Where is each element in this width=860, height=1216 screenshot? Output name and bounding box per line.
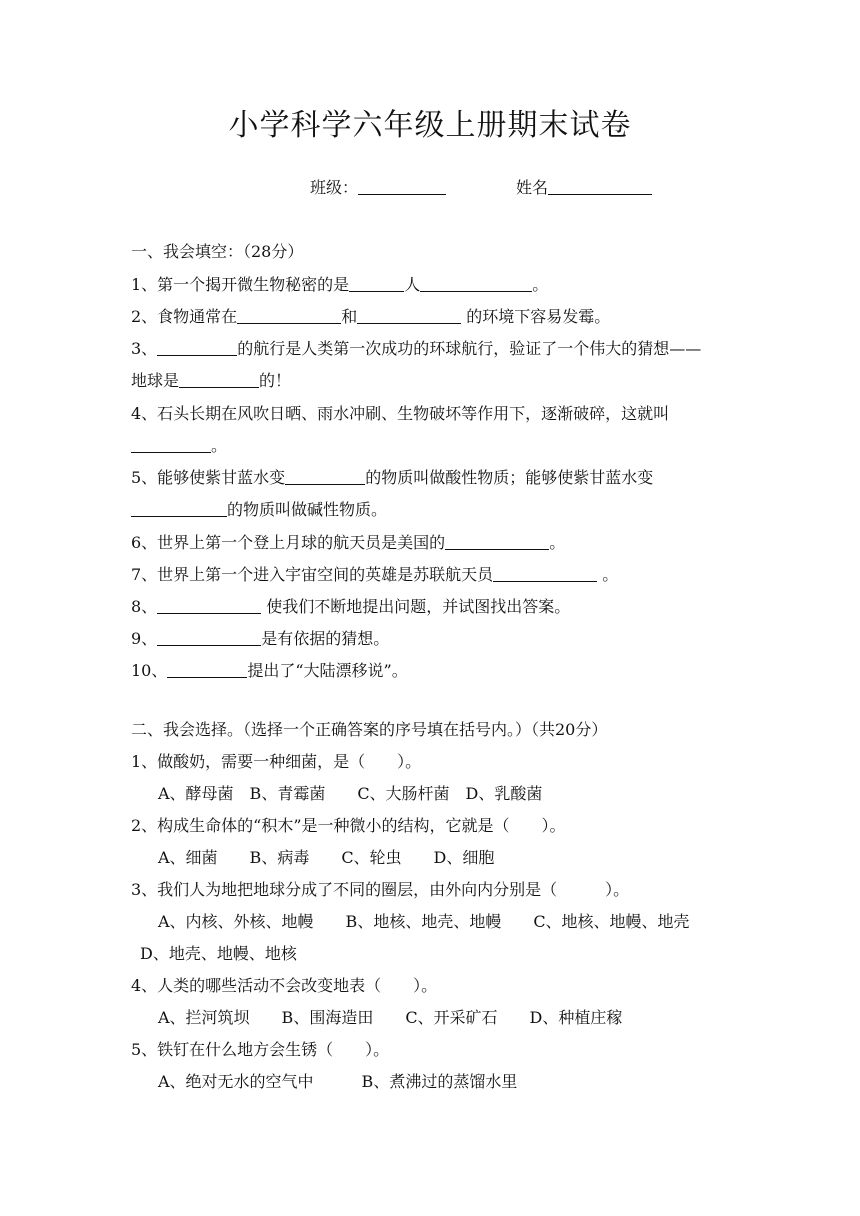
fill-question-7 — [131, 564, 731, 586]
answer-blank[interactable] — [179, 371, 259, 388]
class-blank[interactable] — [358, 178, 446, 195]
question-text: 10、 — [131, 661, 168, 680]
answer-blank[interactable] — [157, 339, 237, 356]
question-text: 的！ — [259, 371, 292, 390]
fill-question-3 — [131, 338, 731, 360]
answer-blank[interactable] — [285, 468, 365, 485]
answer-blank[interactable] — [157, 597, 261, 614]
question-text: 提出了“大陆漂移说”。 — [247, 661, 408, 680]
name-blank[interactable] — [548, 178, 652, 195]
answer-blank[interactable] — [237, 307, 341, 324]
answer-blank[interactable] — [357, 307, 461, 324]
section1-heading: 一、我会填空：（28分） — [131, 242, 304, 261]
question-text: 地球是 — [131, 371, 180, 390]
fill-question-6 — [131, 532, 731, 554]
question-text: 的航行是人类第一次成功的环球航行，验证了一个伟大的猜想—— — [237, 339, 702, 358]
fill-question-8 — [131, 596, 731, 618]
question-text: 人 — [404, 275, 421, 294]
question-text: 是有依据的猜想。 — [261, 629, 390, 648]
choice-question-1: 1、做酸奶，需要一种细菌，是（ ）。 — [131, 752, 422, 771]
fill-question-5 — [131, 467, 731, 489]
choice-options-3-cont: D、地壳、地幔、地核 — [140, 944, 297, 963]
question-text: 的环境下容易发霉。 — [461, 307, 611, 326]
answer-blank[interactable] — [420, 275, 532, 292]
fill-question-5-cont — [131, 499, 731, 521]
question-text: 7、世界上第一个进入宇宙空间的英雄是苏联航天员 — [131, 565, 494, 584]
question-text: 8、 — [131, 597, 158, 616]
choice-question-3: 3、我们人为地把地球分成了不同的圈层，由外向内分别是（ ）。 — [131, 880, 630, 899]
choice-options-4: A、拦河筑坝 B、围海造田 C、开采矿石 D、种植庄稼 — [158, 1008, 623, 1027]
question-text: 。 — [597, 565, 619, 584]
question-text: 。 — [549, 533, 566, 552]
fill-question-10 — [131, 660, 731, 682]
fill-question-9 — [131, 628, 731, 650]
page-title: 小学科学六年级上册期末试卷 — [228, 108, 632, 143]
fill-question-4: 4、石头长期在风吹日晒、雨水冲刷、生物破坏等作用下，逐渐破碎，这就叫 — [131, 404, 670, 423]
fill-question-2 — [131, 306, 731, 328]
question-text: 使我们不断地提出问题，并试图找出答案。 — [261, 597, 571, 616]
answer-blank[interactable] — [131, 500, 227, 517]
choice-question-4: 4、人类的哪些活动不会改变地表（ ）。 — [131, 976, 438, 995]
question-text: 和 — [341, 307, 358, 326]
question-text: 3、 — [131, 339, 158, 358]
fill-question-1 — [131, 274, 731, 296]
answer-blank[interactable] — [493, 565, 597, 582]
fill-question-3-cont — [131, 370, 731, 392]
question-text: 。 — [532, 275, 549, 294]
question-text: 。 — [211, 436, 228, 455]
section2-heading: 二、我会选择。（选择一个正确答案的序号填在括号内。）（共20分） — [131, 720, 608, 739]
answer-blank[interactable] — [167, 661, 247, 678]
question-text: 5、能够使紫甘蓝水变 — [131, 468, 286, 487]
question-text: 1、第一个揭开微生物秘密的是 — [131, 275, 350, 294]
question-text: 9、 — [131, 629, 158, 648]
answer-blank[interactable] — [131, 436, 211, 453]
answer-blank[interactable] — [445, 533, 549, 550]
choice-question-5: 5、铁钉在什么地方会生锈（ ）。 — [131, 1040, 390, 1059]
question-text: 的物质叫做酸性物质；能够使紫甘蓝水变 — [365, 468, 654, 487]
choice-question-2: 2、构成生命体的“积木”是一种微小的结构，它就是（ ）。 — [131, 816, 566, 835]
choice-options-3: A、内核、外核、地幔 B、地核、地壳、地幔 C、地核、地幔、地壳 — [158, 912, 690, 931]
fill-question-4-cont — [131, 435, 731, 457]
question-text: 2、食物通常在 — [131, 307, 238, 326]
answer-blank[interactable] — [157, 629, 261, 646]
question-text: 的物质叫做碱性物质。 — [227, 500, 388, 519]
student-info-row — [310, 177, 670, 199]
answer-blank[interactable] — [349, 275, 404, 292]
choice-options-2: A、细菌 B、病毒 C、轮虫 D、细胞 — [158, 848, 495, 867]
choice-options-1: A、酵母菌 B、青霉菌 C、大肠杆菌 D、乳酸菌 — [158, 784, 543, 803]
choice-options-5: A、绝对无水的空气中 B、煮沸过的蒸馏水里 — [158, 1072, 518, 1091]
class-label: 班级： — [310, 178, 359, 197]
name-label: 姓名 — [516, 178, 549, 197]
question-text: 6、世界上第一个登上月球的航天员是美国的 — [131, 533, 446, 552]
